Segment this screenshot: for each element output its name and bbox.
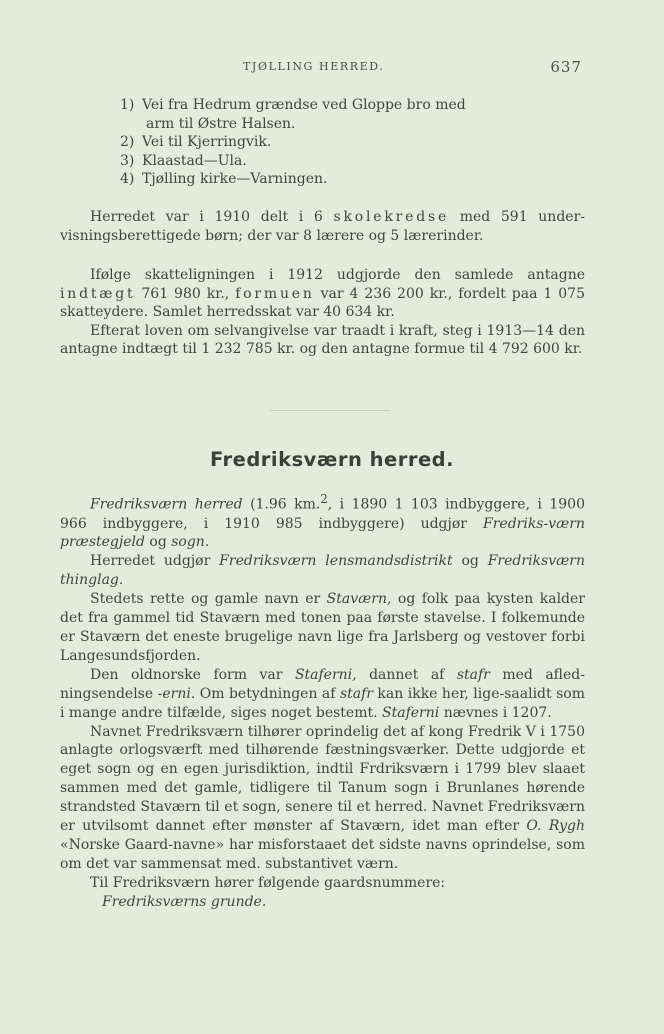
gaard-heading [60, 893, 585, 912]
paragraph-district [60, 552, 585, 590]
list-item-number: 3) [120, 152, 135, 169]
text-run: med 591 under-visningsberettigede børn; der var 8 lærere og 5 lærerinder. [60, 209, 585, 244]
text-run: Ifølge skatteligningen i 1912 udgjorde den samlede antagne [90, 267, 585, 283]
paragraph-history [60, 723, 585, 874]
italic-term: sogn. [171, 534, 210, 551]
italic-term: stafr [456, 666, 490, 683]
list-item-text: Tjølling kirke—Varningen. [142, 171, 328, 188]
list-item-number: 4) [120, 171, 135, 188]
italic-term: Fredriks-værn præstegjeld [60, 515, 585, 551]
school-paragraph [60, 208, 585, 245]
page-number: 637 [550, 58, 582, 76]
tax-paragraph-1 [60, 266, 585, 322]
italic-term: Staværn, [326, 591, 392, 608]
text-run: Stedets rette og gamle navn er [90, 591, 327, 608]
italic-term: O. Rygh [526, 818, 585, 835]
list-item-text: Klaastad—Ula. [142, 152, 247, 169]
section-divider [270, 410, 390, 411]
italic-term: Staferni, [294, 666, 357, 683]
paragraph-intro [60, 490, 585, 552]
running-title: TJØLLING HERRED. [243, 60, 385, 73]
text-run: nævnes i 1207. [439, 704, 552, 721]
text-run: Den oldnorske form var [90, 666, 295, 683]
paragraph-oldnorse [60, 666, 585, 723]
text-run: Herredet var i 1910 delt i 6 [90, 209, 334, 225]
italic-term: Fredriksværn lensmandsdistrikt [219, 553, 453, 570]
list-item-text: Vei til Kjerringvik. [142, 134, 272, 151]
list-item [120, 96, 590, 133]
list-item-number: 1) [120, 97, 135, 113]
superscript: 2 [320, 492, 328, 506]
italic-term: Fredriksværn herred [90, 496, 243, 513]
text-run: kan ikke her, lige-saalidt som i mange andre tilfælde, siges noget bestemt. [60, 685, 585, 721]
tax-paragraphs [60, 266, 585, 359]
text-run: og [144, 534, 172, 551]
paragraph-name [60, 590, 585, 666]
list-item [120, 133, 590, 152]
italic-term: -erni. [157, 685, 196, 702]
text-run: og folk paa kysten kalder det fra gammel tid Staværn med tonen paa første stavelse. I folkemunde er Staværn det eneste brugelige navn lige fra Jarlsberg og vestover forbi Langesundsfjorden. [60, 591, 585, 664]
text-run: , i 1890 1 103 indbyggere, i 1900 966 indbyggere, i 1910 985 indbyggere) udgjør [60, 496, 585, 532]
text-run: med afled-ningsendelse [60, 666, 585, 702]
main-text [60, 490, 585, 912]
section-title: Fredriksværn herred. [209, 448, 455, 471]
text-run: (1.96 km. [242, 496, 321, 513]
text-run: og [452, 553, 488, 570]
paragraph-gaard-intro: Til Fredriksværn hører følgende gaardsnummere: [90, 874, 446, 891]
italic-term: Fredriksværns grunde. [102, 893, 267, 910]
tax-paragraph-2: Efterat loven om selvangivelse var traadt i kraft, steg i 1913—14 den antagne indtægt til 1 232 785 kr. og den antagne formue til 4 792 600 kr. [60, 322, 585, 358]
page-header [0, 58, 664, 78]
spaced-term: formuen [235, 285, 315, 302]
text-run: Navnet Fredriksværn tilhører oprindelig det af kong Fredrik V i 1750 anlagte orlogsværft med tilhørende fæstningsværker. Dette udgjorde et eget sogn og en egen jurisdiktion, indtil Frdriksværn i 1799 blev slaaet sammen med det gamle, tidligere til Tanum sogn i Brunlanes hørende strandsted Staværn til et sogn, senere til et herred. Navnet Fredriksværn er utvilsomt dannet efter mønster af Staværn, idet man efter [60, 723, 585, 835]
list-item-number: 2) [120, 134, 135, 151]
italic-term: Staferni [382, 704, 440, 721]
text-run: Om betydningen af [195, 685, 340, 702]
text-run: 761 980 kr., [135, 285, 236, 302]
school-paragraph-block [60, 208, 585, 245]
list-item-continuation: arm til Østre Halsen. [146, 115, 296, 132]
text-run: dannet af [356, 666, 457, 683]
spaced-term: indtægt [60, 285, 136, 302]
list-item [120, 152, 590, 171]
italic-term: Fredriksværn thinglag. [60, 553, 585, 589]
spaced-term: skolekredse [333, 209, 450, 225]
italic-term: stafr [339, 685, 373, 702]
road-list [120, 96, 590, 189]
text-run: «Norske Gaard-navne» har misforstaaet det sidste navns oprindelse, som om det var sammensat med. substantivet værn. [60, 836, 585, 872]
list-item-text: Vei fra Hedrum grændse ved Gloppe bro med [142, 97, 466, 113]
text-run: var 4 236 200 kr., fordelt paa 1 075 skatteydere. Samlet herredsskat var 40 634 kr. [60, 285, 585, 321]
text-run: Herredet udgjør [90, 553, 220, 570]
list-item [120, 170, 590, 189]
